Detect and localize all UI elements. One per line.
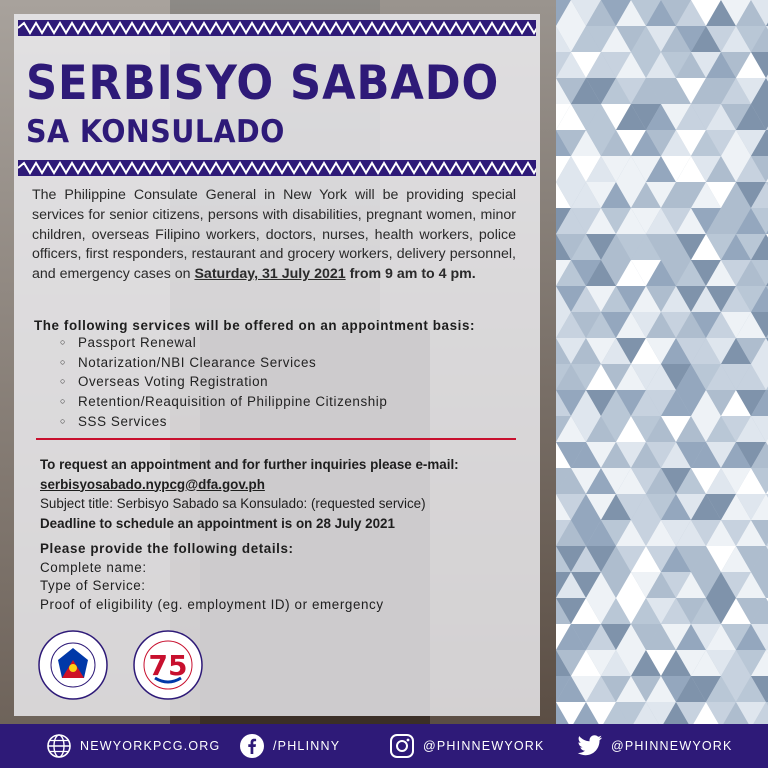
list-item: ○ Overseas Voting Registration xyxy=(60,373,387,393)
list-item: Type of Service: xyxy=(40,578,146,594)
services-list xyxy=(60,334,387,433)
list-item: ○ Passport Renewal xyxy=(60,334,387,354)
list-item: ○ Notarization/NBI Clearance Services xyxy=(60,354,387,374)
decorative-band-top xyxy=(18,20,536,36)
consulate-seal-icon xyxy=(38,630,108,700)
intro-text: The Philippine Consulate General in New York will be providing special services for senior citizens, persons with disabilities, pregnant women, minor children, overseas Filipino workers, doctors, nurses, health workers, police officers, first responders, restaurant and grocery workers, delivery personnel, and emergency cases on xyxy=(32,187,516,283)
facebook-text: /PHLINNY xyxy=(273,739,341,753)
anniversary-seal-icon xyxy=(133,630,203,700)
instagram-text: @PHINNEWYORK xyxy=(423,739,545,753)
services-heading: The following services will be offered on an appointment basis: xyxy=(34,318,476,333)
list-item: ○ SSS Services xyxy=(60,413,387,433)
deadline-text: Deadline to schedule an appointment is on 28 July 2021 xyxy=(40,515,395,531)
anniversary-number: 75 xyxy=(148,649,188,682)
instagram-icon xyxy=(389,733,415,759)
twitter-text: @PHINNEWYORK xyxy=(611,739,733,753)
twitter-icon xyxy=(577,735,603,757)
email-link[interactable]: serbisyosabado.nypcg@dfa.gov.ph xyxy=(40,476,265,492)
event-time: from 9 am to 4 pm. xyxy=(345,266,476,283)
twitter-link[interactable] xyxy=(577,724,733,768)
page-subtitle: SA KONSULADO xyxy=(26,114,285,150)
intro-paragraph xyxy=(32,186,516,285)
list-item: Proof of eligibility (eg. employment ID) or emergency xyxy=(40,597,384,613)
details-section xyxy=(40,540,384,615)
facebook-icon xyxy=(239,733,265,759)
request-section xyxy=(40,455,459,533)
website-text: NEWYORKPCG.ORG xyxy=(80,739,221,753)
details-heading: Please provide the following details: xyxy=(40,541,294,556)
website-link[interactable] xyxy=(46,724,220,768)
globe-icon xyxy=(46,733,72,759)
event-date: Saturday, 31 July 2021 xyxy=(194,266,346,283)
footer xyxy=(0,724,768,768)
request-instructions: To request an appointment and for further inquiries please e-mail: xyxy=(40,457,459,472)
decorative-band-middle xyxy=(18,160,536,176)
list-item: Complete name: xyxy=(40,559,147,575)
subject-line: Subject title: Serbisyo Sabado sa Konsulado: (requested service) xyxy=(40,496,426,511)
list-item: ○ Retention/Reaquisition of Philippine Citizenship xyxy=(60,393,387,413)
instagram-link[interactable] xyxy=(389,724,545,768)
page-title: SERBISYO SABADO xyxy=(26,56,500,111)
triangle-pattern xyxy=(556,0,768,724)
divider xyxy=(36,438,516,440)
facebook-link[interactable] xyxy=(239,724,340,768)
